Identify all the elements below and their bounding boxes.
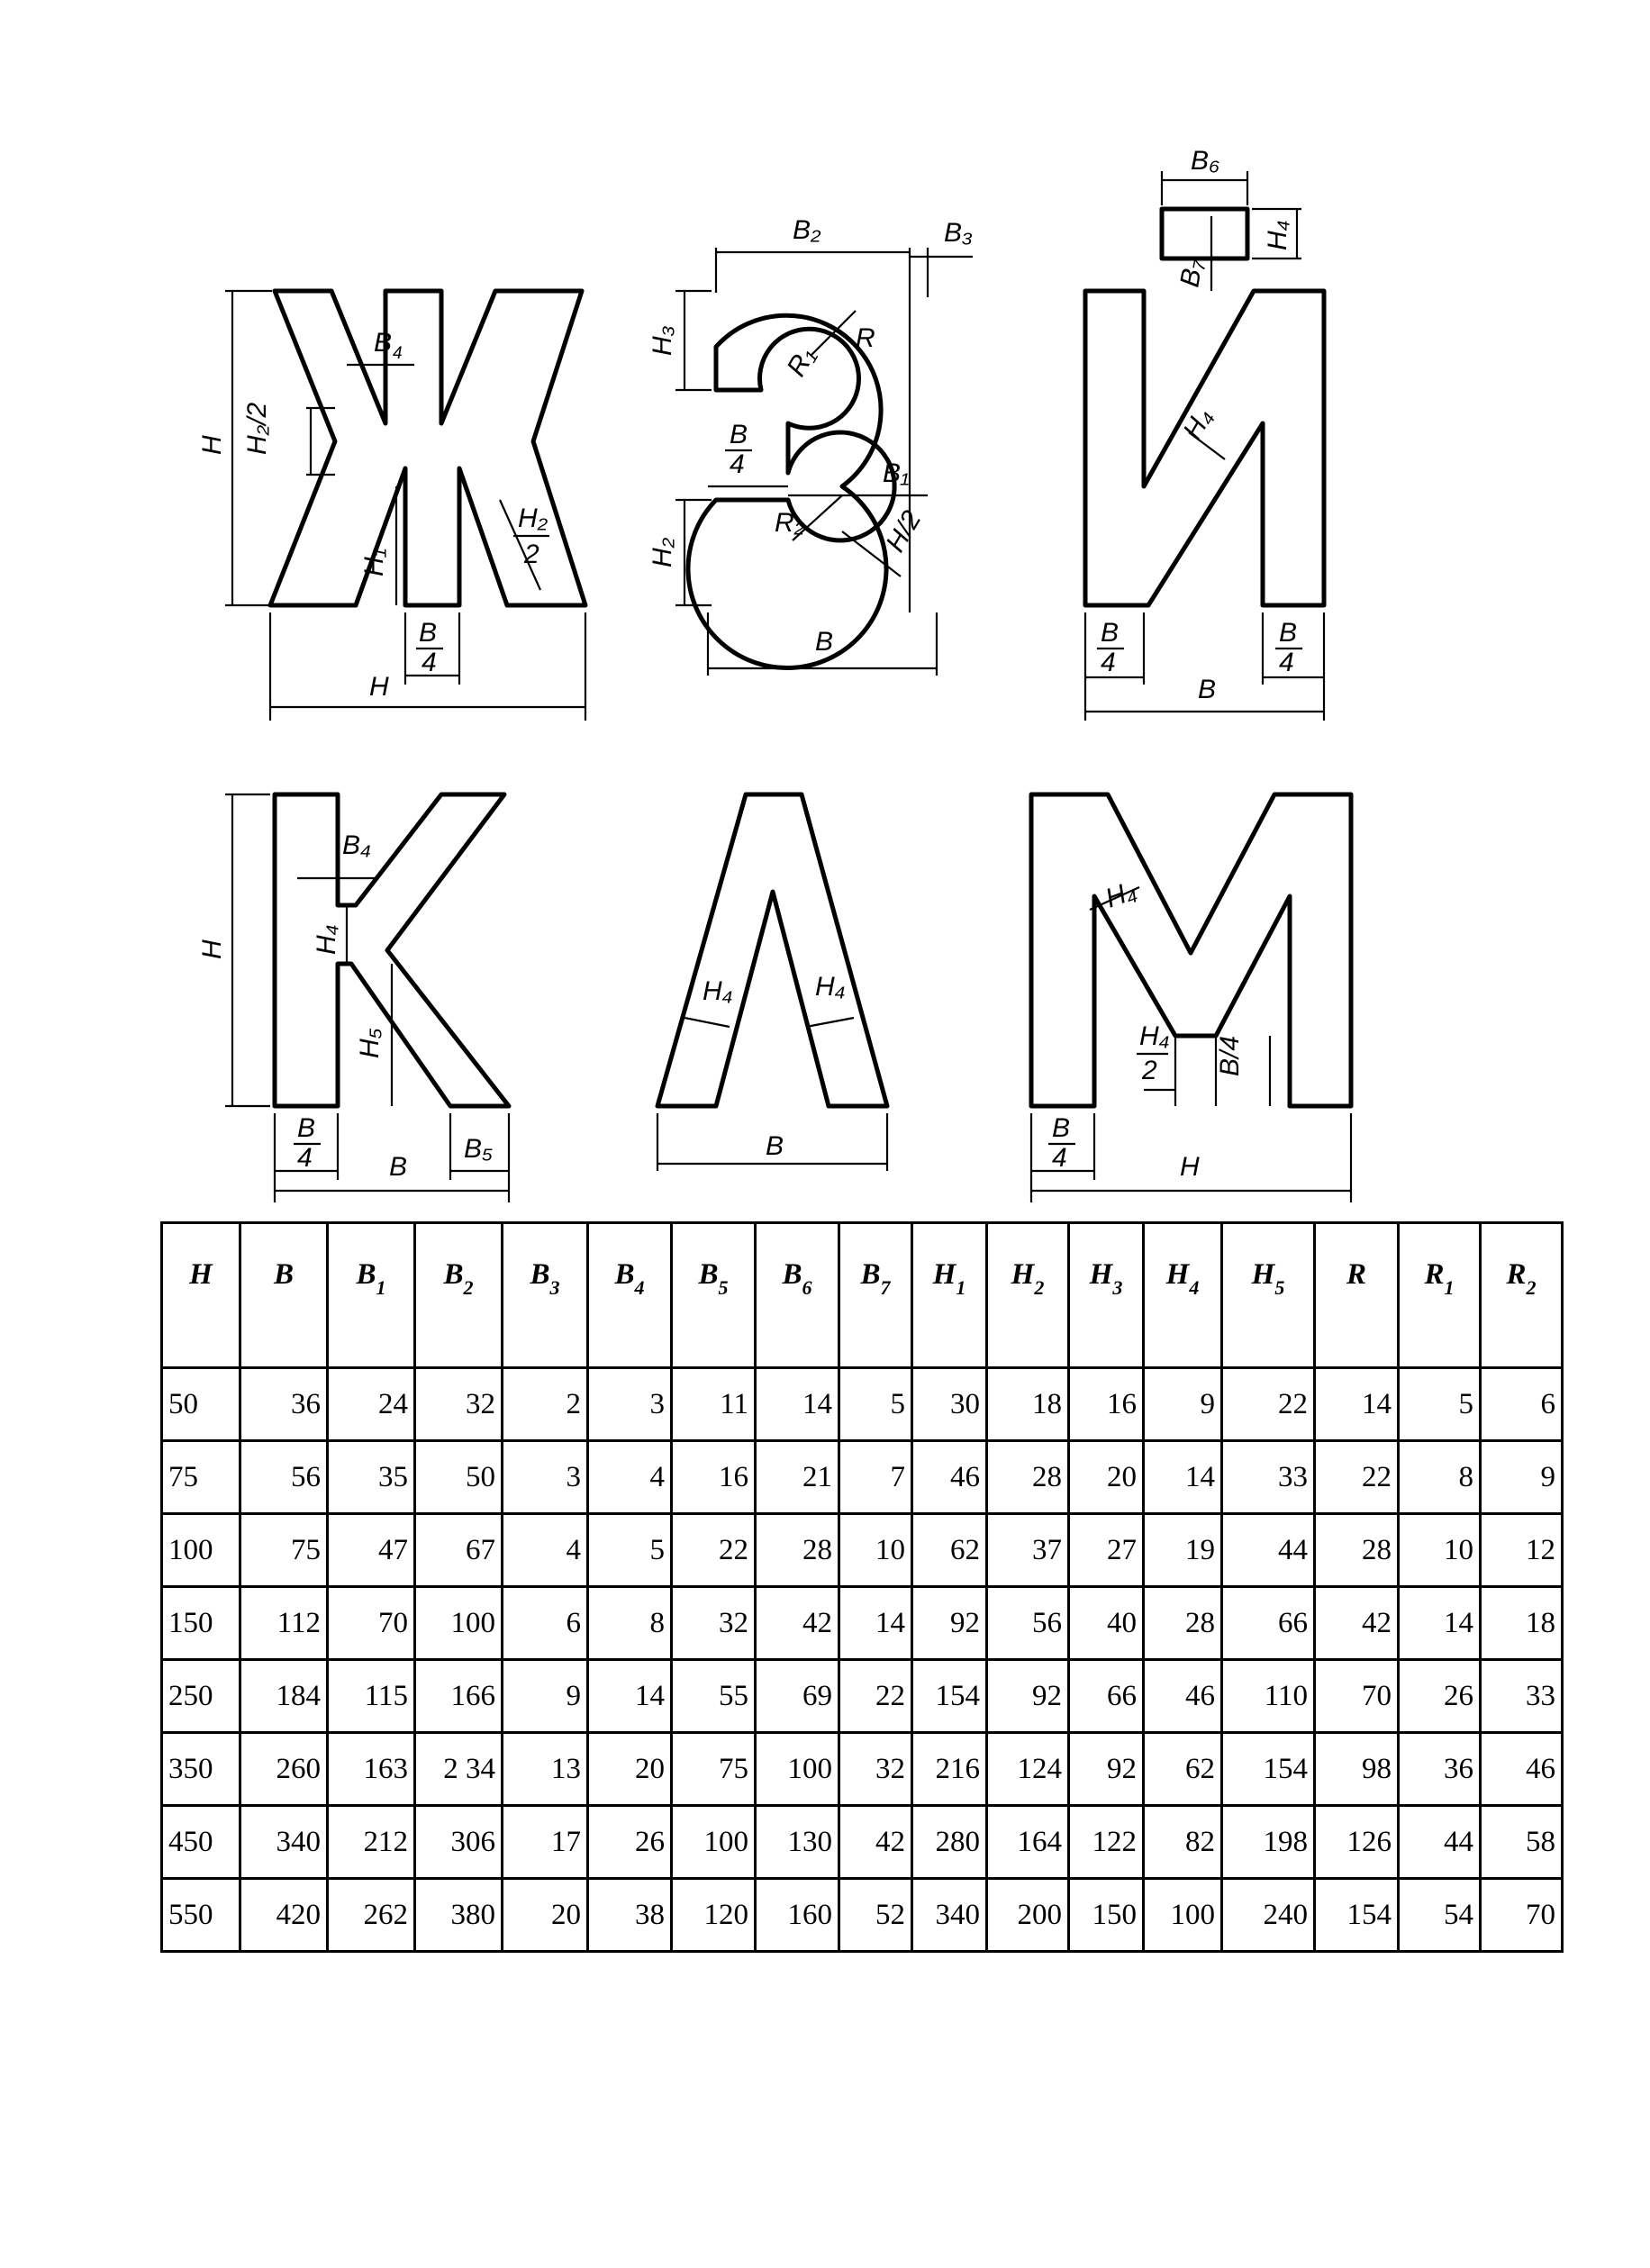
table-cell: 8 (588, 1587, 672, 1660)
label-B4-frac-ka: B (297, 1113, 316, 1143)
table-cell: 92 (912, 1587, 987, 1660)
letter-i-dimensions (1085, 146, 1324, 721)
table-row (162, 1441, 1563, 1514)
table-cell: 115 (328, 1660, 415, 1733)
table-cell: 50 (162, 1368, 240, 1441)
table-cell: 2 34 (415, 1733, 503, 1806)
table-cell: 27 (1069, 1514, 1144, 1587)
table-cell: 3 (588, 1368, 672, 1441)
label-H4-ka: H₄ (312, 924, 341, 955)
table-cell: 20 (588, 1733, 672, 1806)
table-header-cell: $H_3$ (1069, 1223, 1144, 1368)
table-header-row (162, 1223, 1563, 1368)
label-H4-el-left: H₄ (703, 976, 733, 1006)
table-cell: 36 (1399, 1733, 1481, 1806)
table-cell: 67 (415, 1514, 503, 1587)
table-cell: 32 (672, 1587, 756, 1660)
table-cell: 14 (1315, 1368, 1399, 1441)
table-cell: 8 (1399, 1441, 1481, 1514)
table-cell: 98 (1315, 1733, 1399, 1806)
label-B7: B₇ (1174, 257, 1210, 290)
table-cell: 92 (1069, 1733, 1144, 1806)
table-header-cell: R (1315, 1223, 1399, 1368)
label-H2-ze: H₂ (648, 537, 677, 567)
table-cell: 340 (240, 1806, 328, 1879)
table-cell: 40 (1069, 1587, 1144, 1660)
label-B4-ka: B₄ (342, 830, 372, 860)
table-cell: 11 (672, 1368, 756, 1441)
table-cell: 260 (240, 1733, 328, 1806)
table-cell: 110 (1222, 1660, 1315, 1733)
table-cell: 75 (672, 1733, 756, 1806)
label-H4-i: H₄ (1263, 220, 1292, 250)
label-H4-em: H₄ (1102, 875, 1141, 914)
table-cell: 4 (503, 1514, 588, 1587)
table-cell: 200 (987, 1879, 1069, 1952)
table-cell: 10 (1399, 1514, 1481, 1587)
label-H-width: H (369, 672, 389, 702)
table-cell: 124 (987, 1733, 1069, 1806)
table-cell: 28 (756, 1514, 839, 1587)
table-cell: 9 (503, 1660, 588, 1733)
letter-em (1031, 794, 1351, 1106)
table-cell: 18 (987, 1368, 1069, 1441)
table-cell: 28 (987, 1441, 1069, 1514)
table-cell: 19 (1144, 1514, 1222, 1587)
label-B6: B₆ (1191, 146, 1220, 176)
label-R: R (856, 323, 875, 353)
table-cell: 150 (1069, 1879, 1144, 1952)
label-four-i2: 4 (1279, 648, 1294, 677)
label-H-zhe: H (197, 435, 227, 455)
table-row (162, 1879, 1563, 1952)
label-B2: B₂ (793, 215, 821, 245)
label-H4-half-em: H₄ (1139, 1021, 1170, 1051)
table-cell: 75 (162, 1441, 240, 1514)
table-cell: 120 (672, 1879, 756, 1952)
table-cell: 22 (1222, 1368, 1315, 1441)
table-cell: 36 (240, 1368, 328, 1441)
table-body (162, 1368, 1563, 1952)
label-B-i: B (1198, 675, 1217, 704)
table-cell: 44 (1399, 1806, 1481, 1879)
table-cell: 17 (503, 1806, 588, 1879)
letter-em-dimensions (1031, 875, 1351, 1202)
label-B1: B₁ (883, 458, 910, 488)
label-B4-frac-i-right: B (1279, 618, 1298, 648)
label-H5: H₅ (355, 1028, 385, 1058)
table-cell: 35 (328, 1441, 415, 1514)
table-cell: 212 (328, 1806, 415, 1879)
table-header-cell: $B_7$ (839, 1223, 912, 1368)
table-cell: 20 (1069, 1441, 1144, 1514)
table-cell: 46 (1481, 1733, 1563, 1806)
table-cell: 150 (162, 1587, 240, 1660)
label-B4-frac-ze: B (730, 420, 748, 449)
table-cell: 32 (839, 1733, 912, 1806)
table-cell: 69 (756, 1660, 839, 1733)
table-cell: 154 (1222, 1733, 1315, 1806)
table-header-cell: $B_5$ (672, 1223, 756, 1368)
table-cell: 164 (987, 1806, 1069, 1879)
table-cell: 70 (1481, 1879, 1563, 1952)
table-cell: 22 (672, 1514, 756, 1587)
table-cell: 198 (1222, 1806, 1315, 1879)
table-cell: 6 (503, 1587, 588, 1660)
table-cell: 42 (839, 1806, 912, 1879)
table-cell: 66 (1069, 1660, 1144, 1733)
table-header-cell: $B_3$ (503, 1223, 588, 1368)
label-B4-zhe: B (374, 328, 393, 358)
table-row (162, 1587, 1563, 1660)
table-cell: 14 (1399, 1587, 1481, 1660)
table-cell: 55 (672, 1660, 756, 1733)
table-cell: 3 (503, 1441, 588, 1514)
table-header-cell: $H_4$ (1144, 1223, 1222, 1368)
table-cell: 306 (415, 1806, 503, 1879)
table-cell: 280 (912, 1806, 987, 1879)
table-cell: 46 (912, 1441, 987, 1514)
label-four-ka: 4 (297, 1143, 313, 1173)
table-cell: 380 (415, 1879, 503, 1952)
table-cell: 9 (1481, 1441, 1563, 1514)
label-H4-el-right: H₄ (815, 972, 846, 1002)
table-cell: 550 (162, 1879, 240, 1952)
label-two: 2 (524, 540, 539, 569)
table-cell: 75 (240, 1514, 328, 1587)
table-cell: 62 (912, 1514, 987, 1587)
table-cell: 37 (987, 1514, 1069, 1587)
table-cell: 9 (1144, 1368, 1222, 1441)
label-B-el: B (766, 1131, 784, 1161)
table-cell: 20 (503, 1879, 588, 1952)
table-cell: 22 (1315, 1441, 1399, 1514)
table-cell: 340 (912, 1879, 987, 1952)
label-B4-frac-zhe: B (419, 618, 438, 648)
label-B4-zhe-sub: 4 (393, 344, 403, 363)
label-H3: H₃ (648, 325, 677, 356)
table-cell: 2 (503, 1368, 588, 1441)
table-cell: 126 (1315, 1806, 1399, 1879)
label-two-em: 2 (1142, 1056, 1157, 1085)
table-header-cell: $H_1$ (912, 1223, 987, 1368)
label-B-ka: B (389, 1152, 408, 1182)
table-cell: 26 (1399, 1660, 1481, 1733)
table-cell: 70 (328, 1587, 415, 1660)
letter-ka-dimensions (197, 794, 509, 1202)
label-H4-diag-i: H₄ (1177, 403, 1219, 445)
table-cell: 154 (912, 1660, 987, 1733)
table-cell: 44 (1222, 1514, 1315, 1587)
table-cell: 240 (1222, 1879, 1315, 1952)
table-cell: 160 (756, 1879, 839, 1952)
table-cell: 262 (328, 1879, 415, 1952)
label-H-ka: H (197, 939, 227, 959)
table-header-cell: H (162, 1223, 240, 1368)
table-cell: 32 (415, 1368, 503, 1441)
table-cell: 5 (839, 1368, 912, 1441)
label-B5: B₅ (464, 1134, 494, 1164)
label-H1-zhe: H₁ (359, 548, 389, 576)
table-cell: 30 (912, 1368, 987, 1441)
table-cell: 13 (503, 1733, 588, 1806)
table-cell: 28 (1144, 1587, 1222, 1660)
table-row (162, 1806, 1563, 1879)
table-cell: 14 (756, 1368, 839, 1441)
label-B4-frac-em: B (1052, 1113, 1071, 1143)
table-cell: 5 (1399, 1368, 1481, 1441)
table-cell: 112 (240, 1587, 328, 1660)
table-header-cell: $R_2$ (1481, 1223, 1563, 1368)
table-header-cell: $B_4$ (588, 1223, 672, 1368)
table-cell: 420 (240, 1879, 328, 1952)
label-H-half-ze: H/2 (880, 505, 928, 558)
table-cell: 70 (1315, 1660, 1399, 1733)
table-cell: 5 (588, 1514, 672, 1587)
table-cell: 12 (1481, 1514, 1563, 1587)
letter-el (657, 794, 887, 1106)
table-cell: 166 (415, 1660, 503, 1733)
table-cell: 216 (912, 1733, 987, 1806)
label-four: 4 (422, 648, 437, 677)
table-cell: 6 (1481, 1368, 1563, 1441)
table-cell: 100 (162, 1514, 240, 1587)
table-cell: 24 (328, 1368, 415, 1441)
table-header-cell: $H_2$ (987, 1223, 1069, 1368)
table-row (162, 1733, 1563, 1806)
table-cell: 56 (987, 1587, 1069, 1660)
label-B3: B₃ (944, 218, 973, 248)
table-cell: 100 (1144, 1879, 1222, 1952)
table-header-cell: B (240, 1223, 328, 1368)
table-cell: 163 (328, 1733, 415, 1806)
table-cell: 82 (1144, 1806, 1222, 1879)
table-cell: 28 (1315, 1514, 1399, 1587)
table-cell: 250 (162, 1660, 240, 1733)
table-cell: 4 (588, 1441, 672, 1514)
table-cell: 54 (1399, 1879, 1481, 1952)
table-cell: 33 (1222, 1441, 1315, 1514)
table-cell: 92 (987, 1660, 1069, 1733)
table-cell: 122 (1069, 1806, 1144, 1879)
label-B-ze: B (815, 627, 834, 657)
table-cell: 22 (839, 1660, 912, 1733)
table-row (162, 1368, 1563, 1441)
label-H2-half-zhe: H₂/2 (242, 402, 272, 455)
table-cell: 450 (162, 1806, 240, 1879)
table-header-cell: $B_2$ (415, 1223, 503, 1368)
label-B4-frac-em-v: B/4 (1215, 1035, 1245, 1076)
table-cell: 52 (839, 1879, 912, 1952)
table-cell: 350 (162, 1733, 240, 1806)
table-cell: 66 (1222, 1587, 1315, 1660)
table-cell: 21 (756, 1441, 839, 1514)
table-cell: 58 (1481, 1806, 1563, 1879)
table-cell: 47 (328, 1514, 415, 1587)
label-H-em: H (1180, 1152, 1200, 1182)
table-cell: 33 (1481, 1660, 1563, 1733)
table-cell: 16 (672, 1441, 756, 1514)
label-R2: R₂ (775, 508, 805, 538)
table-cell: 100 (672, 1806, 756, 1879)
table-cell: 10 (839, 1514, 912, 1587)
dimensions-table (160, 1221, 1564, 1953)
table-cell: 14 (839, 1587, 912, 1660)
table-cell: 62 (1144, 1733, 1222, 1806)
table-cell: 18 (1481, 1587, 1563, 1660)
table-cell: 38 (588, 1879, 672, 1952)
label-four-ze: 4 (730, 449, 745, 479)
table-cell: 7 (839, 1441, 912, 1514)
label-B4-frac-i-left: B (1101, 618, 1120, 648)
table-cell: 100 (756, 1733, 839, 1806)
table-row (162, 1514, 1563, 1587)
table-cell: 46 (1144, 1660, 1222, 1733)
table-cell: 130 (756, 1806, 839, 1879)
table-cell: 26 (588, 1806, 672, 1879)
table-header-cell: $B_1$ (328, 1223, 415, 1368)
table-header-cell: $H_5$ (1222, 1223, 1315, 1368)
table-header-cell: $B_6$ (756, 1223, 839, 1368)
label-four-i: 4 (1101, 648, 1116, 677)
label-four-em: 4 (1052, 1143, 1067, 1173)
table-cell: 50 (415, 1441, 503, 1514)
label-H2-half-right: H₂ (518, 503, 548, 533)
table-cell: 16 (1069, 1368, 1144, 1441)
table-cell: 154 (1315, 1879, 1399, 1952)
table-cell: 100 (415, 1587, 503, 1660)
table-cell: 56 (240, 1441, 328, 1514)
letter-el-dimensions (657, 972, 887, 1171)
table-cell: 42 (1315, 1587, 1399, 1660)
label-R1: R₁ (781, 342, 821, 382)
table-row (162, 1660, 1563, 1733)
table-cell: 42 (756, 1587, 839, 1660)
table-header-cell: $R_1$ (1399, 1223, 1481, 1368)
table-cell: 184 (240, 1660, 328, 1733)
table-cell: 14 (588, 1660, 672, 1733)
table-cell: 14 (1144, 1441, 1222, 1514)
